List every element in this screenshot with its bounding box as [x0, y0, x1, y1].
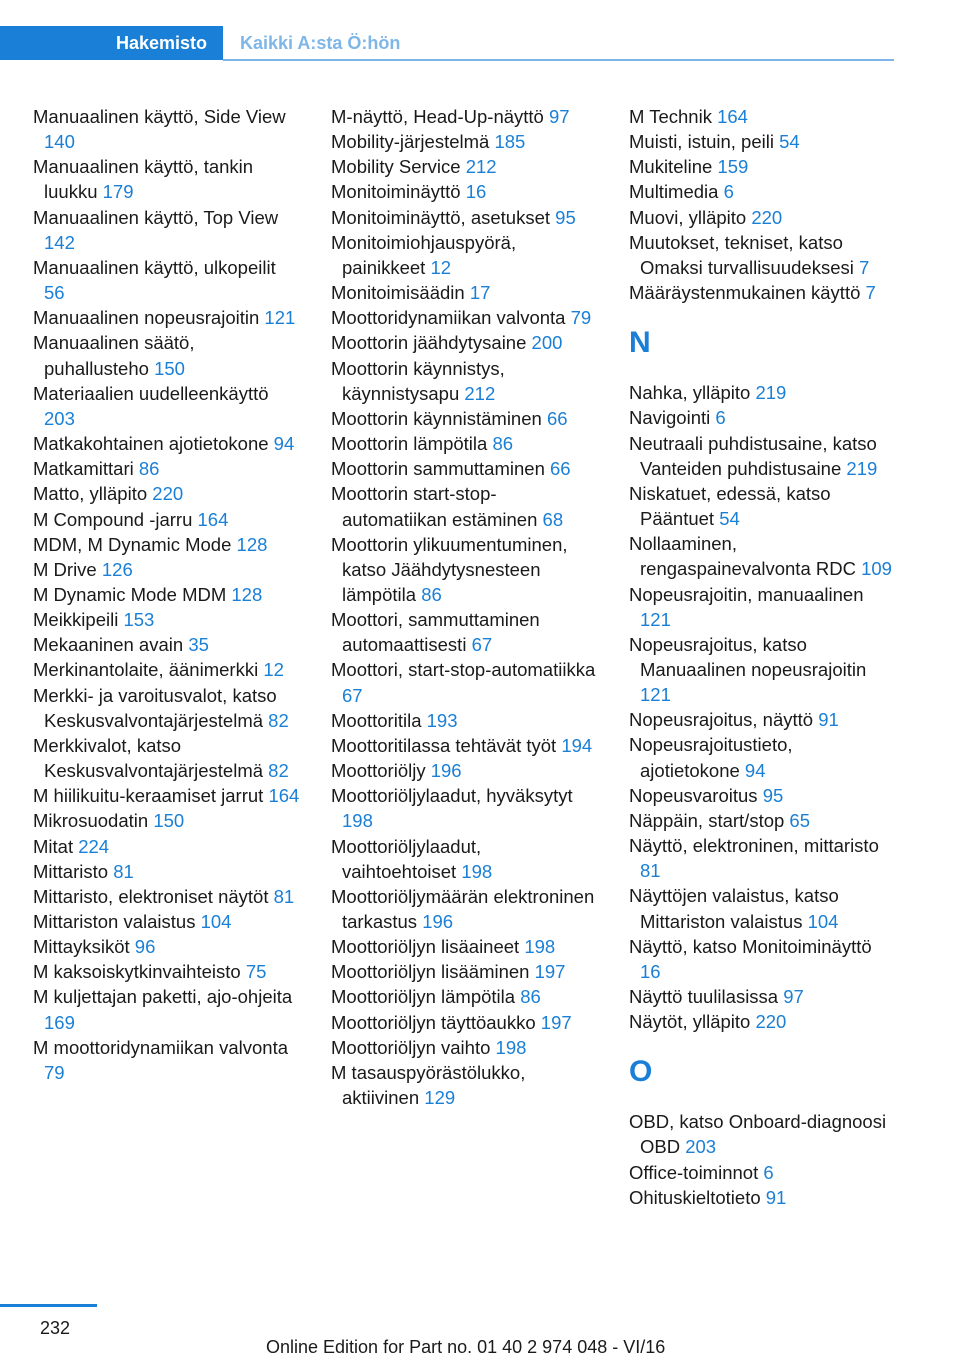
- entry-page-link[interactable]: 142: [44, 231, 75, 253]
- entry-page-link[interactable]: 220: [152, 483, 184, 505]
- entry-text: Moottori, sammuttaminen automaattisesti: [331, 609, 540, 656]
- entry-page-link[interactable]: 6: [715, 407, 726, 429]
- tab-kaikki-label: Kaikki A:sta Ö:hön: [240, 32, 401, 53]
- entry-text: Nopeusvaroitus: [629, 784, 758, 806]
- entry-page-link[interactable]: 197: [534, 961, 566, 983]
- index-entry: [629, 104, 894, 129]
- index-entry: [33, 305, 301, 330]
- index-entry: [33, 834, 301, 859]
- entry-text: Office-toiminnot: [629, 1161, 759, 1183]
- entry-text: M Technik: [629, 106, 712, 127]
- index-entry: [331, 330, 599, 355]
- section-letter: N: [629, 325, 651, 359]
- index-entry: [331, 984, 599, 1009]
- entry-text: Moottoritilassa tehtävät työt: [331, 734, 557, 756]
- entry-page-link[interactable]: 193: [426, 709, 458, 731]
- entry-page-link[interactable]: 35: [188, 634, 209, 656]
- index-entry: [331, 607, 599, 657]
- entry-page-link[interactable]: 79: [570, 307, 592, 329]
- entry-page-link[interactable]: 94: [744, 759, 766, 781]
- index-entry: [331, 1010, 599, 1035]
- entry-text: Nopeusrajoitin, manuaalinen: [629, 583, 864, 605]
- index-entry: [331, 431, 599, 456]
- index-entry: [331, 657, 599, 707]
- entry-text: Mittariston valaistus: [33, 911, 196, 932]
- entry-text: Nahka, ylläpito: [629, 382, 751, 404]
- index-entry: [33, 657, 301, 682]
- entry-text: Matkamittari: [33, 458, 134, 480]
- entry-text: Näytöt, ylläpito: [629, 1011, 751, 1033]
- entry-page-link[interactable]: 104: [807, 910, 839, 932]
- index-entry: [331, 356, 599, 406]
- index-entry: [33, 984, 301, 1034]
- index-column-1: [33, 104, 301, 1085]
- entry-text: Moottorin ylikuumentuminen, katso Jäähdytysnesteen lämpötila: [331, 533, 568, 605]
- index-entry: [331, 758, 599, 783]
- entry-text: MDM, M Dynamic Mode: [33, 533, 232, 555]
- entry-page-link[interactable]: 169: [44, 1011, 75, 1033]
- entry-page-link[interactable]: 220: [751, 206, 783, 228]
- tab-hakemisto-label: Hakemisto: [115, 32, 207, 53]
- entry-text: Manuaalinen käyttö, tankin luukku: [33, 156, 254, 203]
- index-entry: [33, 934, 301, 959]
- entry-text: Manuaalinen käyttö, Top View: [33, 206, 279, 228]
- entry-text: Merkkivalot, katso Keskusvalvontajärjestelmä: [33, 734, 264, 782]
- entry-page-link[interactable]: 203: [685, 1136, 717, 1158]
- entry-text: Monitoiminäyttö, asetukset: [331, 206, 551, 228]
- index-entry: [331, 884, 599, 934]
- entry-text: Näyttö, katso Monitoiminäyttö: [629, 935, 872, 957]
- entry-page-link[interactable]: 198: [461, 860, 493, 882]
- entry-page-link[interactable]: 197: [540, 1011, 572, 1033]
- entry-page-link[interactable]: 81: [113, 860, 134, 882]
- entry-text: Muutokset, tekniset, katso Omaksi turvallisuudeksesi: [629, 231, 854, 278]
- index-entry: [33, 481, 301, 506]
- page-number: 232: [40, 1318, 71, 1338]
- entry-page-link[interactable]: 126: [101, 558, 133, 580]
- index-entry: [629, 1109, 894, 1159]
- entry-page-link[interactable]: 96: [134, 936, 156, 958]
- entry-text: Matkakohtainen ajotietokone: [33, 433, 269, 455]
- entry-text: Monitoimiohjauspyörä, painikkeet: [331, 231, 517, 278]
- entry-text: Manuaalinen nopeusrajoitin: [33, 307, 260, 329]
- entry-text: Neutraali puhdistusaine, katso Vanteiden puhdistusaine: [629, 432, 877, 479]
- index-entry: [331, 305, 599, 330]
- index-entry: [331, 733, 599, 758]
- index-entry: [33, 104, 301, 154]
- index-entry: [629, 380, 894, 405]
- entry-text: Multimedia: [629, 181, 719, 203]
- entry-text: Manuaalinen käyttö, Side View: [33, 106, 286, 127]
- index-entry: [33, 330, 301, 380]
- entry-page-link[interactable]: 153: [123, 609, 155, 631]
- entry-page-link[interactable]: 86: [421, 583, 442, 605]
- index-entry: [33, 859, 301, 884]
- index-entry: [629, 129, 894, 154]
- entry-page-link[interactable]: 194: [561, 734, 593, 756]
- index-entry: [33, 632, 301, 657]
- section-letter: O: [629, 1054, 653, 1088]
- entry-text: Manuaalinen käyttö, ulkopeilit: [33, 256, 276, 278]
- index-entry: [331, 1035, 599, 1060]
- index-entry: [331, 481, 599, 531]
- entry-page-link[interactable]: 97: [548, 106, 570, 127]
- entry-text: Mekaaninen avain: [33, 634, 184, 656]
- entry-text: M kuljettajan paketti, ajo-ohjeita: [33, 986, 293, 1008]
- entry-text: Nopeusrajoitus, katso Manuaalinen nopeusrajoitin: [629, 633, 867, 680]
- edition-note: Online Edition for Part no. 01 40 2 974 048 - VI/16: [266, 1337, 666, 1357]
- entry-page-link[interactable]: 212: [464, 382, 496, 404]
- entry-page-link[interactable]: 219: [755, 382, 787, 404]
- entry-text: Merkinantolaite, äänimerkki: [33, 659, 259, 681]
- entry-text: Muovi, ylläpito: [629, 206, 747, 228]
- entry-text: Moottorin start-stop-automatiikan estäminen: [331, 483, 538, 530]
- entry-page-link[interactable]: 75: [245, 961, 267, 983]
- entry-page-link[interactable]: 109: [861, 558, 892, 580]
- entry-text: Moottoriöljyn lämpötila: [331, 986, 516, 1008]
- index-entry: [33, 959, 301, 984]
- entry-text: Merkki- ja varoitusvalot, katso Keskusvalvontajärjestelmä: [33, 684, 277, 731]
- entry-page-link[interactable]: 129: [424, 1087, 456, 1109]
- entry-page-link[interactable]: 224: [78, 835, 110, 857]
- index-entry: [33, 557, 301, 582]
- entry-text: Moottoriöljyn vaihto: [331, 1036, 491, 1058]
- entry-text: Mittaristo: [33, 860, 109, 882]
- entry-page-link[interactable]: 128: [236, 533, 268, 555]
- index-entry: [331, 934, 599, 959]
- index-entry: [331, 834, 599, 884]
- entry-text: Moottorin lämpötila: [331, 433, 488, 455]
- index-entry: [33, 431, 301, 456]
- entry-page-link[interactable]: 12: [430, 256, 452, 278]
- entry-text: OBD, katso Onboard-diagnoosi OBD: [629, 1111, 887, 1158]
- entry-page-link[interactable]: 220: [755, 1011, 787, 1033]
- entry-text: Moottoriöljylaadut, vaihtoehtoiset: [331, 835, 482, 882]
- index-entry: [331, 1060, 599, 1110]
- index-entry: [331, 532, 599, 607]
- index-entry: [629, 179, 894, 204]
- entry-page-link[interactable]: 86: [520, 986, 541, 1008]
- index-entry: [33, 154, 301, 204]
- index-entry: [331, 406, 599, 431]
- entry-page-link[interactable]: 67: [342, 684, 363, 706]
- entry-text: Moottoridynamiikan valvonta: [331, 307, 566, 329]
- index-entry: [33, 205, 301, 255]
- entry-page-link[interactable]: 140: [44, 131, 75, 153]
- header-divider: [223, 59, 894, 61]
- entry-text: Moottorin käynnistys, käynnistysapu: [331, 357, 505, 404]
- index-entry: [629, 632, 894, 707]
- entry-page-link[interactable]: 150: [153, 810, 185, 832]
- entry-page-link[interactable]: 6: [763, 1161, 774, 1183]
- entry-page-link[interactable]: 121: [640, 684, 671, 706]
- index-entry: [629, 732, 894, 782]
- entry-text: Ohituskieltotieto: [629, 1186, 761, 1208]
- index-entry: [629, 582, 894, 632]
- entry-page-link[interactable]: 56: [44, 282, 65, 304]
- entry-text: Nopeusrajoitus, näyttö: [629, 709, 814, 731]
- entry-text: Meikkipeili: [33, 609, 119, 631]
- entry-text: Mobility-järjestelmä: [331, 131, 490, 153]
- entry-text: M tasauspyörästölukko, aktiivinen: [331, 1061, 526, 1109]
- entry-page-link[interactable]: 179: [102, 181, 134, 203]
- entry-page-link[interactable]: 7: [859, 256, 870, 278]
- entry-text: Mukiteline: [629, 156, 713, 178]
- entry-page-link[interactable]: 185: [494, 131, 526, 153]
- index-entry: [629, 154, 894, 179]
- entry-text: Monitoiminäyttö: [331, 181, 461, 203]
- index-entry: [33, 808, 301, 833]
- index-entry: [33, 909, 301, 934]
- index-entry: [629, 833, 894, 883]
- entry-text: Moottoritila: [331, 709, 422, 731]
- entry-text: Määräystenmukainen käyttö: [629, 282, 861, 304]
- entry-page-link[interactable]: 95: [555, 206, 576, 228]
- index-entry: [33, 884, 301, 909]
- entry-text: Mobility Service: [331, 156, 461, 178]
- index-entry: [629, 531, 894, 581]
- index-entry: [33, 1035, 301, 1085]
- entry-text: M hiilikuitu-keraamiset jarrut: [33, 785, 264, 807]
- index-entry: [331, 129, 599, 154]
- index-entry: [331, 154, 599, 179]
- entry-text: Näyttö, elektroninen, mittaristo: [629, 835, 879, 857]
- entry-page-link[interactable]: 16: [640, 960, 661, 982]
- entry-page-link[interactable]: 198: [342, 810, 373, 832]
- entry-page-link[interactable]: 196: [422, 911, 454, 932]
- index-entry: [33, 607, 301, 632]
- index-entry: [629, 707, 894, 732]
- entry-page-link[interactable]: 150: [154, 357, 185, 379]
- entry-text: Monitoimisäädin: [331, 282, 465, 304]
- entry-text: M Compound -jarru: [33, 508, 193, 530]
- entry-text: Mittayksiköt: [33, 936, 130, 958]
- entry-page-link[interactable]: 81: [273, 885, 295, 907]
- entry-page-link[interactable]: 94: [273, 433, 295, 455]
- index-entry: [33, 733, 301, 783]
- entry-page-link[interactable]: 97: [783, 986, 804, 1007]
- entry-text: Näppäin, start/stop: [629, 809, 785, 831]
- index-entry: [629, 1185, 894, 1210]
- entry-page-link[interactable]: 82: [268, 760, 289, 782]
- entry-text: M Drive: [33, 558, 97, 580]
- entry-page-link[interactable]: 198: [495, 1036, 527, 1058]
- entry-page-link[interactable]: 104: [200, 911, 232, 932]
- index-column-2: [331, 104, 599, 1110]
- tab-kaikki-a-o[interactable]: [240, 26, 400, 60]
- entry-text: Näyttöjen valaistus, katso Mittariston valaistus: [629, 885, 839, 932]
- index-entry: [629, 984, 894, 1009]
- entry-text: M Dynamic Mode MDM: [33, 583, 227, 605]
- section-letter-wrap: [629, 1034, 894, 1109]
- index-entry: [33, 532, 301, 557]
- entry-text: M-näyttö, Head-Up-näyttö: [331, 106, 544, 127]
- entry-text: Moottoriöljylaadut, hyväksytyt: [331, 785, 573, 807]
- entry-page-link[interactable]: 128: [231, 583, 263, 605]
- entry-page-link[interactable]: 17: [469, 282, 491, 304]
- entry-text: Mitat: [33, 835, 74, 857]
- index-entry: [33, 456, 301, 481]
- section-letter-wrap: [629, 305, 894, 380]
- entry-page-link[interactable]: 67: [471, 634, 493, 656]
- entry-page-link[interactable]: 6: [723, 181, 734, 203]
- entry-page-link[interactable]: 198: [524, 936, 556, 958]
- entry-page-link[interactable]: 212: [465, 156, 497, 178]
- index-entry: [331, 456, 599, 481]
- entry-page-link[interactable]: 81: [640, 860, 661, 882]
- index-entry: [629, 1009, 894, 1034]
- index-entry: [331, 708, 599, 733]
- entry-text: Moottoriöljyn täyttöaukko: [331, 1011, 536, 1033]
- entry-page-link[interactable]: 219: [846, 457, 878, 479]
- entry-text: Nopeusrajoitustieto, ajotietokone: [629, 734, 793, 781]
- index-entry: [629, 883, 894, 933]
- index-entry: [33, 255, 301, 305]
- entry-text: Moottorin sammuttaminen: [331, 458, 545, 480]
- index-entry: [331, 230, 599, 280]
- entry-page-link[interactable]: 196: [430, 760, 462, 782]
- header-bar: [0, 26, 960, 60]
- entry-text: Materiaalien uudelleenkäyttö: [33, 382, 269, 404]
- entry-text: Moottoriöljyn lisäaineet: [331, 936, 520, 958]
- entry-page-link[interactable]: 164: [197, 508, 229, 530]
- index-entry: [33, 783, 301, 808]
- entry-text: M moottoridynamiikan valvonta: [33, 1036, 288, 1058]
- entry-page-link[interactable]: 16: [465, 181, 487, 203]
- index-entry: [331, 179, 599, 204]
- index-entry: [33, 507, 301, 532]
- entry-text: Nollaaminen, rengaspainevalvonta RDC: [629, 533, 856, 580]
- entry-text: Moottori, start-stop-automatiikka: [331, 659, 596, 681]
- index-entry: [629, 934, 894, 984]
- entry-page-link[interactable]: 86: [492, 433, 514, 455]
- index-entry: [629, 481, 894, 531]
- entry-page-link[interactable]: 164: [268, 785, 300, 807]
- entry-page-link[interactable]: 121: [640, 608, 671, 630]
- entry-text: Matto, ylläpito: [33, 483, 148, 505]
- index-entry: [629, 808, 894, 833]
- entry-page-link[interactable]: 82: [268, 709, 289, 731]
- index-entry: [629, 205, 894, 230]
- entry-page-link[interactable]: 65: [789, 809, 810, 831]
- entry-page-link[interactable]: 159: [717, 156, 749, 178]
- entry-page-link[interactable]: 86: [138, 458, 160, 480]
- entry-text: Moottorin jäähdytysaine: [331, 332, 527, 354]
- entry-page-link[interactable]: 7: [865, 282, 876, 304]
- entry-page-link[interactable]: 54: [719, 508, 740, 530]
- index-entry: [331, 205, 599, 230]
- index-entry: [629, 230, 894, 280]
- entry-page-link[interactable]: 12: [263, 659, 284, 681]
- entry-text: Mittaristo, elektroniset näytöt: [33, 885, 269, 907]
- entry-page-link[interactable]: 66: [550, 458, 571, 480]
- entry-page-link[interactable]: 68: [542, 508, 564, 530]
- index-entry: [33, 683, 301, 733]
- entry-text: Manuaalinen säätö, puhallusteho: [33, 332, 195, 379]
- index-entry: [331, 783, 599, 833]
- index-column-3: [629, 104, 894, 1210]
- index-entry: [629, 280, 894, 305]
- entry-text: Muisti, istuin, peili: [629, 131, 774, 153]
- index-entry: [629, 405, 894, 430]
- entry-text: Näyttö tuulilasissa: [629, 986, 779, 1007]
- index-entry: [629, 431, 894, 481]
- entry-page-link[interactable]: 203: [44, 407, 75, 429]
- footer-accent-line: [0, 1304, 97, 1307]
- entry-page-link[interactable]: 66: [546, 407, 568, 429]
- entry-page-link[interactable]: 91: [765, 1186, 787, 1208]
- entry-text: Mikrosuodatin: [33, 810, 149, 832]
- entry-page-link[interactable]: 200: [531, 332, 563, 354]
- entry-page-link[interactable]: 121: [264, 307, 296, 329]
- index-entry: [33, 381, 301, 431]
- entry-page-link[interactable]: 164: [717, 106, 748, 127]
- entry-text: Navigointi: [629, 407, 711, 429]
- entry-text: Niskatuet, edessä, katso Pääntuet: [629, 482, 831, 530]
- entry-text: Moottoriöljymäärän elektroninen tarkastus: [331, 885, 595, 932]
- tab-hakemisto[interactable]: [0, 26, 223, 60]
- index-entry: [331, 280, 599, 305]
- index-entry: [629, 1160, 894, 1185]
- entry-text: Moottoriöljyn lisääminen: [331, 961, 530, 983]
- entry-text: Moottoriöljy: [331, 760, 426, 782]
- entry-page-link[interactable]: 79: [44, 1061, 65, 1083]
- index-entry: [331, 104, 599, 129]
- entry-page-link[interactable]: 54: [779, 131, 800, 153]
- entry-page-link[interactable]: 95: [762, 784, 784, 806]
- entry-text: M kaksoiskytkinvaihteisto: [33, 961, 241, 983]
- index-entry: [331, 959, 599, 984]
- index-entry: [33, 582, 301, 607]
- entry-text: Moottorin käynnistäminen: [331, 407, 542, 429]
- entry-page-link[interactable]: 91: [818, 709, 839, 731]
- index-entry: [629, 783, 894, 808]
